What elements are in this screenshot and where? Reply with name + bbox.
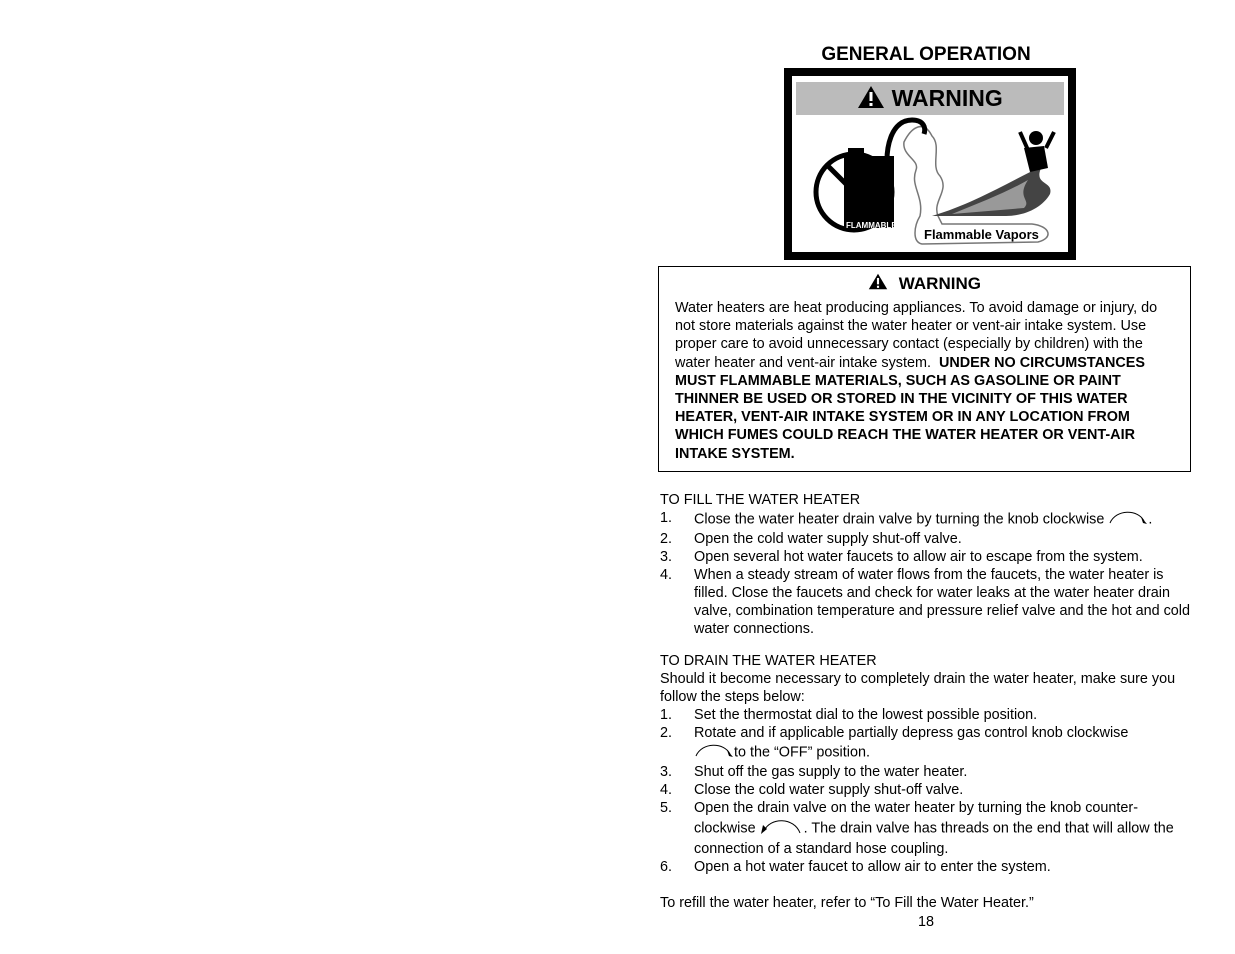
list-item: 2. Rotate and if applicable partially depress gas control knob clockwise to the “OFF” position. [660,724,1200,763]
list-item: 3. Open several hot water faucets to allow air to escape from the system. [660,549,1143,565]
warning-triangle-icon [868,274,899,293]
fill-heading: TO FILL THE WATER HEATER [660,492,861,508]
warning-box-text: Water heaters are heat producing appliances. To avoid damage or injury, do not store materials against the water heater or vent-air intake system. Use proper care to avoid unnecessary contact (especially by children) with the water heater and vent-air intake system. UNDER NO CIRCUMSTANCES MUST FLAMMABLE MATERIALS, SUCH AS GASOLINE OR PAINT THINNER BE USED OR STORED IN THE VICINITY OF THIS WATER HEATER, VENT-AIR INTAKE SYSTEM OR IN ANY LOCATION FROM WHICH FUMES COULD REACH THE WATER HEATER OR VENT-AIR INTAKE SYSTEM. [675,300,1158,462]
list-item: 1. Set the thermostat dial to the lowest possible position. [660,707,1038,723]
drain-heading: TO DRAIN THE WATER HEATER [660,653,877,669]
flammable-vapors-warning-sign [784,68,1076,260]
sign-heading: WARNING [891,85,1003,111]
clockwise-knob-icon [1108,509,1148,530]
list-item: 4. Close the cold water supply shut-off valve. [660,782,964,798]
page-title: GENERAL OPERATION [821,44,1031,65]
drain-intro: Should it become necessary to completely drain the water heater, make sure you follow the steps below: [660,671,1176,705]
warning-box-heading: WARNING [659,273,1190,294]
list-item: 1. Close the water heater drain valve by turning the knob clockwise . [660,509,1200,530]
list-item: 2. Open the cold water supply shut-off valve. [660,531,962,547]
counterclockwise-knob-icon [760,817,804,840]
fill-section [660,491,1200,638]
list-item: 6. Open a hot water faucet to allow air to enter the system. [660,859,1051,875]
list-item: 3. Shut off the gas supply to the water heater. [660,764,968,780]
drain-section [660,652,1200,912]
flammables-illustration [792,76,1068,252]
clockwise-knob-icon [694,742,734,763]
vapor-label: Flammable Vapors [924,227,1039,242]
list-item: 4. When a steady stream of water flows from the faucets, the water heater is filled. Close the faucets and check for water leaks at the water heater drain valve, combination temperature and pressure relief valve and the hot and cold water connections. [660,567,1190,637]
warning-box [658,266,1191,472]
list-item: 5. Open the drain valve on the water heater by turning the knob counter-clockwise . The drain valve has threads on the end that will allow the connection of a standard hose coupling. [660,800,1174,857]
refill-note: To refill the water heater, refer to “To Fill the Water Heater.” [660,895,1034,911]
can-label: FLAMMABLES [846,221,902,230]
page-number: 18 [918,914,935,930]
